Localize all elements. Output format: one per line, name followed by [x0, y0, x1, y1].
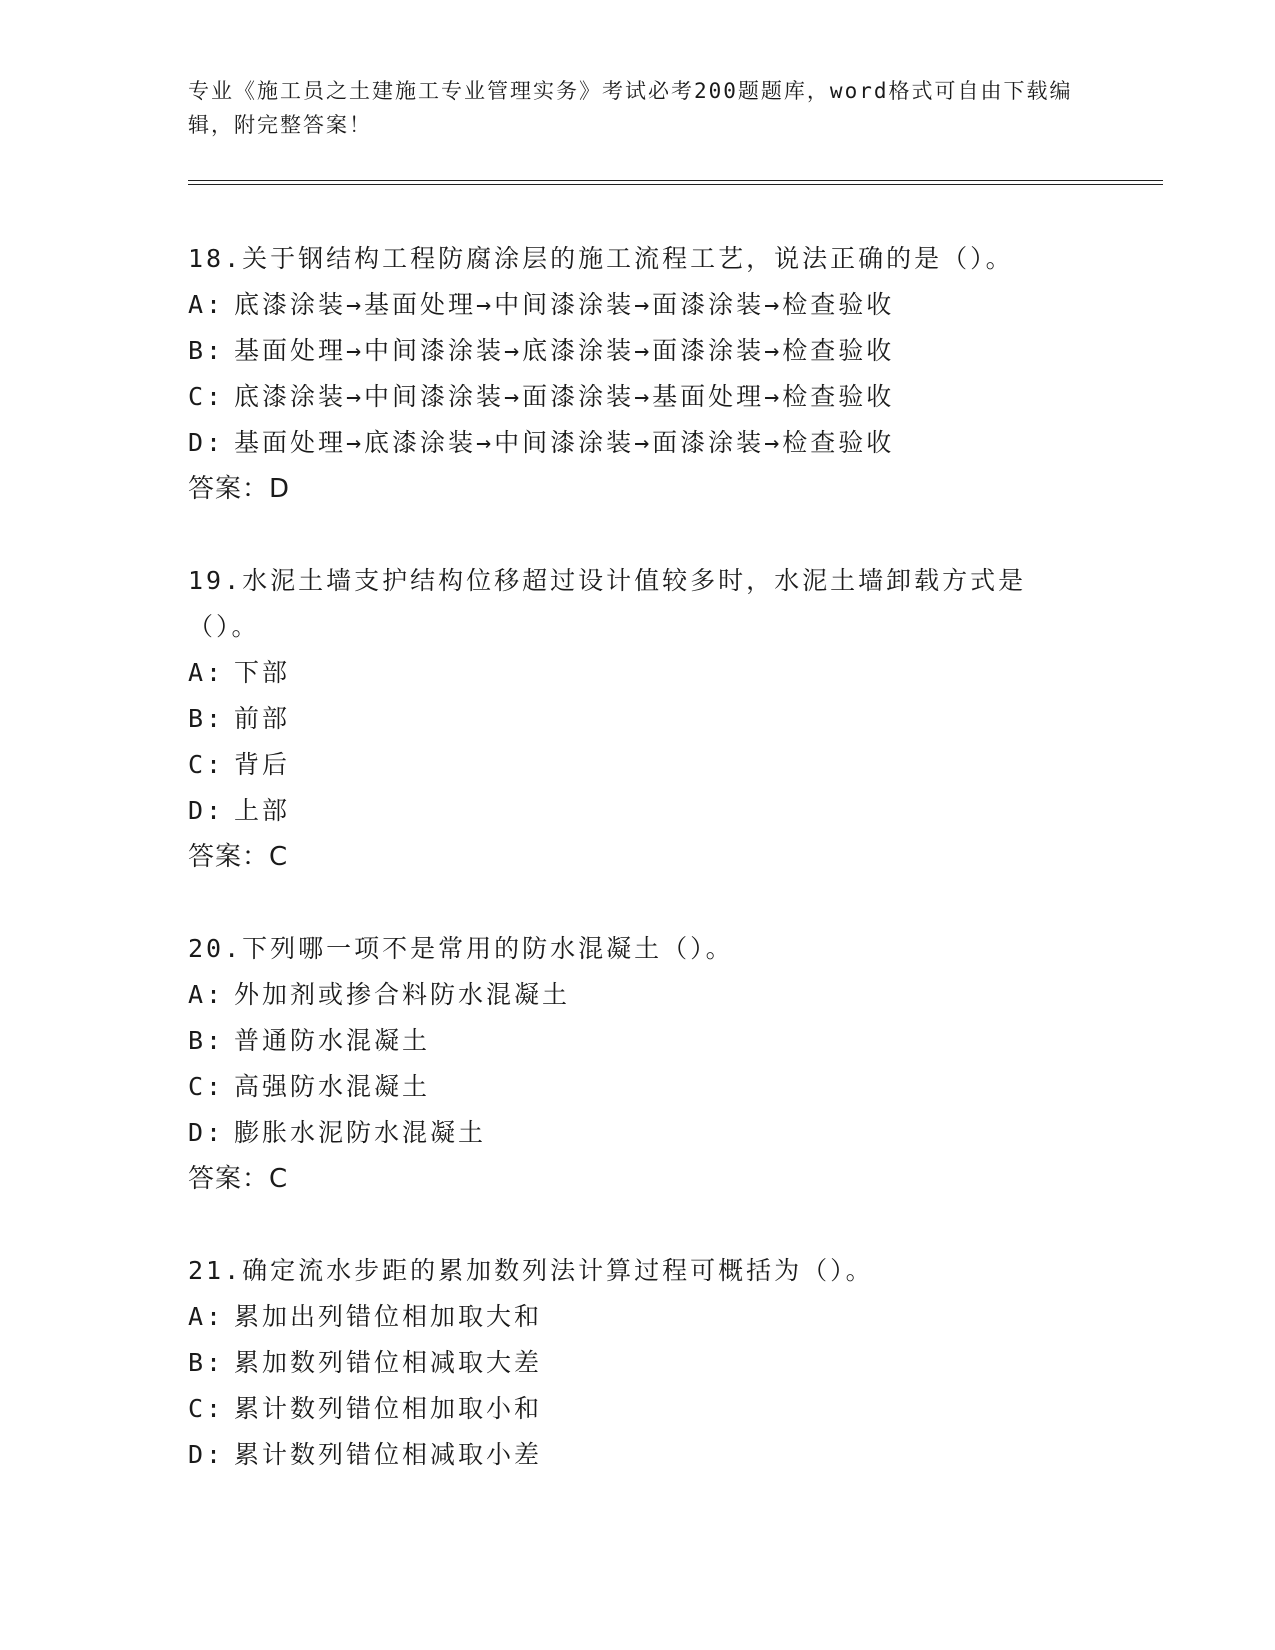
option-a — [188, 650, 1088, 696]
option-letter: C: — [188, 382, 225, 411]
option-letter: A: — [188, 1302, 225, 1331]
option-letter: D: — [188, 796, 225, 825]
question-title: 19.水泥土墙支护结构位移超过设计值较多时，水泥土墙卸载方式是（）。 — [188, 566, 1027, 641]
option-letter: B: — [188, 336, 225, 365]
option-a — [188, 282, 1088, 328]
option-d — [188, 788, 1088, 834]
option-letter: D: — [188, 428, 225, 457]
option-letter: D: — [188, 1440, 225, 1469]
answer-line: 答案：C — [188, 842, 289, 872]
option-text: 外加剂或掺合料防水混凝土 — [234, 980, 571, 1009]
option-b — [188, 328, 1088, 374]
option-d — [188, 1432, 1088, 1478]
option-c — [188, 1064, 1088, 1110]
option-text: 基面处理→中间漆涂装→底漆涂装→面漆涂装→检查验收 — [234, 336, 895, 365]
option-letter: D: — [188, 1118, 225, 1147]
option-letter: B: — [188, 704, 225, 733]
option-text: 底漆涂装→基面处理→中间漆涂装→面漆涂装→检查验收 — [234, 290, 895, 319]
option-letter: C: — [188, 1072, 225, 1101]
option-text: 累加出列错位相加取大和 — [234, 1302, 543, 1331]
option-c — [188, 742, 1088, 788]
option-letter: B: — [188, 1348, 225, 1377]
option-text: 基面处理→底漆涂装→中间漆涂装→面漆涂装→检查验收 — [234, 428, 895, 457]
option-d — [188, 1110, 1088, 1156]
option-text: 前部 — [234, 704, 291, 733]
option-text: 累计数列错位相减取小差 — [234, 1440, 543, 1469]
option-letter: C: — [188, 1394, 225, 1423]
answer-line: 答案：C — [188, 1164, 289, 1194]
option-c — [188, 1386, 1088, 1432]
header-divider-top — [188, 180, 1163, 181]
question-21 — [188, 1248, 1088, 1478]
option-letter: C: — [188, 750, 225, 779]
document-header: 专业《施工员之土建施工专业管理实务》考试必考200题题库，word格式可自由下载编辑，附完整答案！ — [188, 79, 1073, 137]
answer-line: 答案：D — [188, 474, 291, 504]
header-divider-bottom — [188, 184, 1163, 185]
option-text: 下部 — [234, 658, 291, 687]
option-letter: A: — [188, 290, 225, 319]
option-letter: B: — [188, 1026, 225, 1055]
option-c — [188, 374, 1088, 420]
option-a — [188, 972, 1088, 1018]
option-text: 上部 — [234, 796, 291, 825]
question-title: 20.下列哪一项不是常用的防水混凝土（）。 — [188, 934, 734, 963]
option-b — [188, 1018, 1088, 1064]
option-text: 膨胀水泥防水混凝土 — [234, 1118, 487, 1147]
question-title: 18.关于钢结构工程防腐涂层的施工流程工艺，说法正确的是（）。 — [188, 244, 1014, 273]
option-a — [188, 1294, 1088, 1340]
option-text: 背后 — [234, 750, 291, 779]
option-text: 累加数列错位相减取大差 — [234, 1348, 543, 1377]
option-b — [188, 696, 1088, 742]
option-letter: A: — [188, 658, 225, 687]
question-20 — [188, 926, 1088, 1202]
option-b — [188, 1340, 1088, 1386]
question-title: 21.确定流水步距的累加数列法计算过程可概括为（）。 — [188, 1256, 874, 1285]
option-d — [188, 420, 1088, 466]
option-text: 底漆涂装→中间漆涂装→面漆涂装→基面处理→检查验收 — [234, 382, 895, 411]
option-letter: A: — [188, 980, 225, 1009]
question-19 — [188, 558, 1088, 880]
question-18 — [188, 236, 1088, 512]
option-text: 高强防水混凝土 — [234, 1072, 431, 1101]
option-text: 普通防水混凝土 — [234, 1026, 431, 1055]
option-text: 累计数列错位相加取小和 — [234, 1394, 543, 1423]
